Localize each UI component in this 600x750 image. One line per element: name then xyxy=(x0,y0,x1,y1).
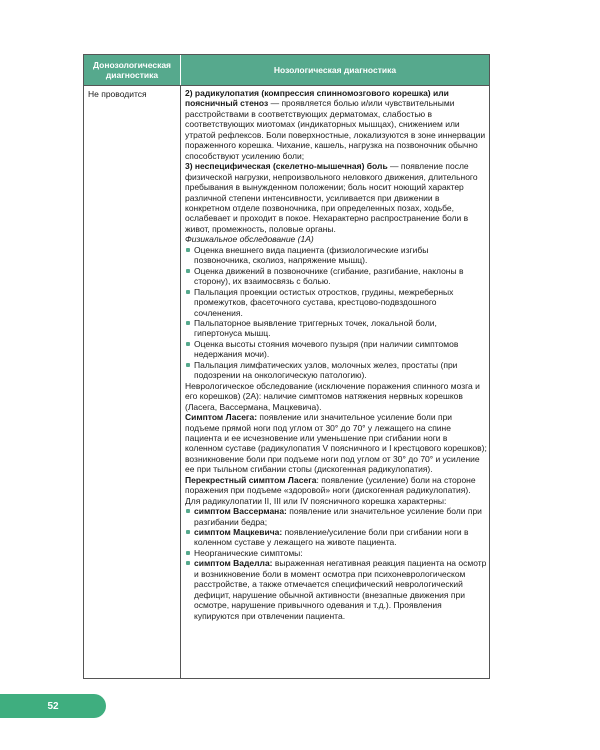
list-item-text: Пальпация проекции остистых отростков, грудины, межреберных промежутков, фасеточного сустава, крестцово-подвздошного сочленения. xyxy=(194,286,454,318)
nonspecific-text: — появление после физической нагрузки, непроизвольного неловкого движения, длительного пребывания в вынужденном положении; боль носит ноющий характер различной степени интенсивности, усиливается при движении в конкретном отделе позвоночника, при определенных позах, ходьбе, ослабевает и проходит в покое. Нехарактерно распространение боли в живот, промежность, половые органы. xyxy=(185,161,478,234)
neuro-exam-paragraph: Неврологическое обследование (исключение поражения спинного мозга и его корешков) (2А): наличие симптомов натяжения нервных корешков (Ласега, Вассермана, Мацкевича). xyxy=(185,380,480,412)
lasegue-text: появление или значительное усиление боли при подъеме прямой ноги под углом от 30° до 70° у лежащего на спине пациента и ее исчезновение или уменьшение при сгибании ноги в коленном суставе (радикулопатия V поясничного и I крестцового корешков); возникновение боли при подъеме ноги под углом от 30° до 70° и усиление ее при тыльном сгибании стопы (дискогенная радикулопатия). xyxy=(185,412,487,475)
sign-text: Неорганические симптомы: xyxy=(194,547,303,558)
bullet-icon xyxy=(186,530,190,534)
lasegue-term: Симптом Ласега: xyxy=(185,412,258,423)
list-item-text: Оценка высоты стояния мочевого пузыря (при наличии симптомов недержания мочи). xyxy=(194,338,459,360)
sign-text: появление/усиление боли при сгибании ноги в коленном суставе у лежащего на животе пациента. xyxy=(194,527,469,548)
list-item xyxy=(185,360,487,381)
header-nosological: Нозологическая диагностика xyxy=(273,65,397,75)
list-item xyxy=(185,318,487,339)
list-item xyxy=(185,287,487,318)
radiculopathy-intro: Для радикулопатии II, III или IV поясничного корешка характерны: xyxy=(185,495,447,506)
bullet-icon xyxy=(186,269,190,273)
bullet-icon xyxy=(186,342,190,346)
list-item xyxy=(185,527,487,548)
physical-exam-title-text: Физикальное обследование (1А) xyxy=(185,234,314,245)
sign-text: появление или значительное усиление боли при разгибании бедра; xyxy=(194,506,482,527)
list-item-text: Пальпаторное выявление триггерных точек, локальной боли, гипертонуса мышц. xyxy=(194,317,437,339)
list-item xyxy=(185,266,487,287)
prenosological-cell: Не проводится xyxy=(88,89,147,99)
list-item xyxy=(185,558,487,621)
bullet-icon xyxy=(186,551,190,555)
list-item xyxy=(185,245,487,266)
list-item-text: Пальпация лимфатических узлов, молочных желез, простаты (при подозрении на онкологическую патологию). xyxy=(194,359,458,381)
list-item xyxy=(185,548,487,558)
physical-exam-list xyxy=(185,245,487,381)
sign-term: симптом Ваделла: xyxy=(194,558,273,569)
radiculopathy-paragraph xyxy=(185,88,487,161)
bullet-icon xyxy=(186,290,190,294)
nonspecific-term: 3) неспецифическая (скелетно-мышечная) боль xyxy=(185,161,388,172)
row-divider xyxy=(84,85,489,86)
cross-lasegue-term: Перекрестный симптом Ласега xyxy=(185,474,317,485)
bullet-icon xyxy=(186,561,190,565)
column-divider xyxy=(180,85,181,678)
diagnostics-table xyxy=(83,54,490,679)
page-number: 52 xyxy=(47,700,59,712)
bullet-icon xyxy=(186,363,190,367)
radiculopathy-term: 2) радикулопатия (компрессия спинномозгового корешка) или поясничный стеноз xyxy=(185,88,449,109)
list-item-text: Оценка движений в позвоночнике (сгибание, разгибание, наклоны в сторону), их взаимосвязь с болью. xyxy=(194,265,464,287)
header-prenosological: Донозологическая диагностика xyxy=(84,55,181,85)
bullet-icon xyxy=(186,248,190,252)
sign-term: симптом Вассермана: xyxy=(194,506,287,517)
nosological-cell xyxy=(185,88,487,621)
list-item xyxy=(185,339,487,360)
lasegue-paragraph xyxy=(185,412,487,475)
table-header-row xyxy=(84,55,489,85)
nonspecific-paragraph xyxy=(185,161,487,234)
radiculopathy-text: — проявляется болью и/или чувствительными расстройствами в соответствующих дерматомах, слабостью в соответствующих миотомах (индикаторных мышцах), снижением или утратой рефлексов. Боли поверхностные, локализуются в зоне иннервации пораженного корешка. Чихание, кашель, нагрузка на позвоночник обычно способствуют усилению боли; xyxy=(185,98,486,161)
cross-lasegue-paragraph xyxy=(185,475,487,496)
bullet-icon xyxy=(186,509,190,513)
page-number-tab xyxy=(0,694,106,718)
bullet-icon xyxy=(186,321,190,325)
physical-exam-title xyxy=(185,234,487,244)
list-item-text: Оценка внешнего вида пациента (физиологические изгибы позвоночника, сколиоз, напряжение мышц). xyxy=(194,244,429,266)
sign-text: выраженная негативная реакция пациента на осмотр и возникновение боли в момент осмотра при психоневрологическом расстройстве, а также отмечается специфический неврологический дефицит, нарушение обычной активности (внезапные движения при осмотре, нарушение привычного одевания и т.д.). Проявления купируются при отвлечении пациента. xyxy=(194,558,487,621)
list-item xyxy=(185,506,487,527)
cross-lasegue-text: : появление (усиление) боли на стороне поражения при подъеме «здоровой» ноги (дискогенная радикулопатия). xyxy=(185,474,476,496)
sign-term: симптом Мацкевича: xyxy=(194,527,283,538)
radiculopathy-signs-list xyxy=(185,506,487,621)
